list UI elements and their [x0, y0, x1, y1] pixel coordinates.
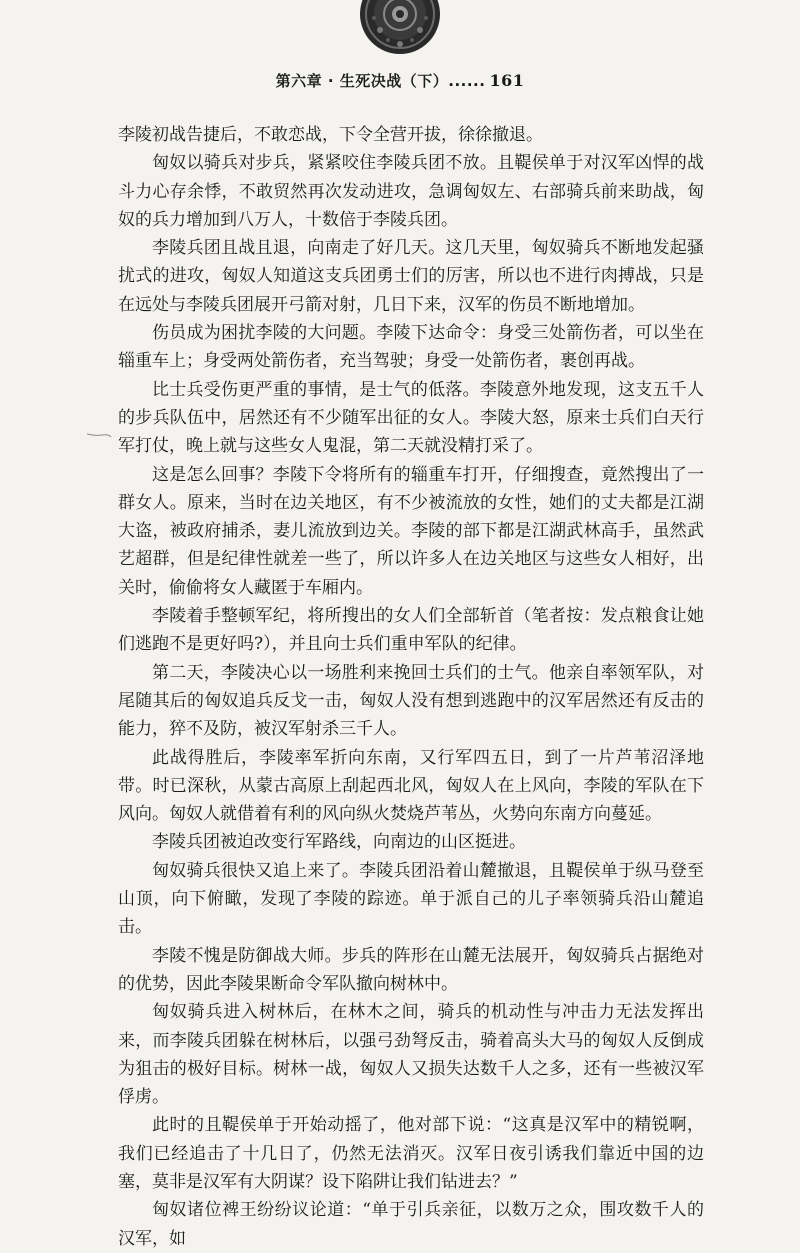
- paragraph: 李陵兵团被迫改变行军路线，向南边的山区挺进。: [152, 832, 526, 853]
- paragraph: 第二天，李陵决心以一场胜利来挽回士兵们的士气。他亲自率领军队，对尾随其后的匈奴追兵反戈一击，匈奴人没有想到逃跑中的汉军居然还有反击的能力，猝不及防，被汉军射杀三千人。: [118, 662, 704, 740]
- margin-pencil-mark: [86, 423, 112, 429]
- paragraph: 李陵兵团且战且退，向南走了好几天。这几天里，匈奴骑兵不断地发起骚扰式的进攻，匈奴人知道这支兵团勇士们的厉害，所以也不进行肉搏战，只是在远处与李陵兵团展开弓箭对射，几日下来，汉军的伤员不断地增加。: [118, 238, 704, 315]
- paragraph: 李陵初战告捷后，不敢恋战，下令全营开拔，徐徐撤退。: [118, 125, 543, 145]
- body-text: [118, 121, 704, 1253]
- paragraph: 匈奴以骑兵对步兵，紧紧咬住李陵兵团不放。且鞮侯单于对汉军凶悍的战斗力心存余悸，不敢贸然再次发动进攻，急调匈奴左、右部骑兵前来助战，匈奴的兵力增加到八万人，十数倍于李陵兵团。: [118, 153, 704, 230]
- paragraph: 伤员成为困扰李陵的大问题。李陵下达命令：身受三处箭伤者，可以坐在辎重车上；身受两处箭伤者，充当驾驶；身受一处箭伤者，裹创再战。: [118, 323, 704, 372]
- paragraph: 匈奴骑兵很快又追上来了。李陵兵团沿着山麓撤退，且鞮侯单于纵马登至山顶，向下俯瞰，发现了李陵的踪迹。单于派自己的儿子率领骑兵沿山麓追击。: [118, 860, 704, 938]
- paragraph: 这是怎么回事？李陵下令将所有的辎重车打开，仔细搜查，竟然搜出了一群女人。原来，当时在边关地区，有不少被流放的女性，她们的丈夫都是江湖大盗，被政府捕杀，妻儿流放到边关。李陵的部下都是江湖武林高手，虽然武艺超群，但是纪律性就差一些了，所以许多人在边关地区与这些女人相好，出关时，偷偷将女人藏匿于车厢内。: [118, 464, 704, 598]
- paragraph: 此时的且鞮侯单于开始动摇了，他对部下说：“这真是汉军中的精锐啊，我们已经追击了十几日了，仍然无法消灭。汉军日夜引诱我们靠近中国的边塞，莫非是汉军有大阴谋？设下陷阱让我们钻进去？”: [118, 1115, 704, 1192]
- chapter-ornament-medallion: [358, 0, 442, 58]
- paragraph: 李陵不愧是防御战大师。步兵的阵形在山麓无法展开，匈奴骑兵占据绝对的优势，因此李陵果断命令军队撤向树林中。: [118, 945, 704, 994]
- paragraph: 匈奴骑兵进入树林后，在林木之间，骑兵的机动性与冲击力无法发挥出来，而李陵兵团躲在树林后，以强弓劲弩反击，骑着高头大马的匈奴人反倒成为狙击的极好目标。树林一战，匈奴人又损失达数千人之多，还有一些被汉军俘虏。: [118, 1002, 704, 1108]
- paragraph: 比士兵受伤更严重的事情，是士气的低落。李陵意外地发现，这支五千人的步兵队伍中，居然还有不少随军出征的女人。李陵大怒，原来士兵们白天行军打仗，晚上就与这些女人鬼混，第二天就没精打采了。: [118, 379, 704, 457]
- paragraph: 李陵着手整顿军纪，将所搜出的女人们全部斩首（笔者按：发点粮食让她们逃跑不是更好吗?），并且向士兵们重申军队的纪律。: [118, 606, 704, 655]
- running-title: 第六章 · 生死决战（下）......: [275, 72, 486, 90]
- page-number: 161: [489, 71, 525, 90]
- running-header: [0, 70, 800, 91]
- paragraph: 此战得胜后，李陵率军折向东南，又行军四五日，到了一片芦苇沼泽地带。时已深秋，从蒙古高原上刮起西北风，匈奴人在上风向，李陵的军队在下风向。匈奴人就借着有利的风向纵火焚烧芦苇丛，火势向东南方向蔓延。: [118, 747, 704, 825]
- paragraph: 匈奴诸位裨王纷纷议论道：“单于引兵亲征，以数万之众，围攻数千人的汉军，如: [118, 1200, 704, 1249]
